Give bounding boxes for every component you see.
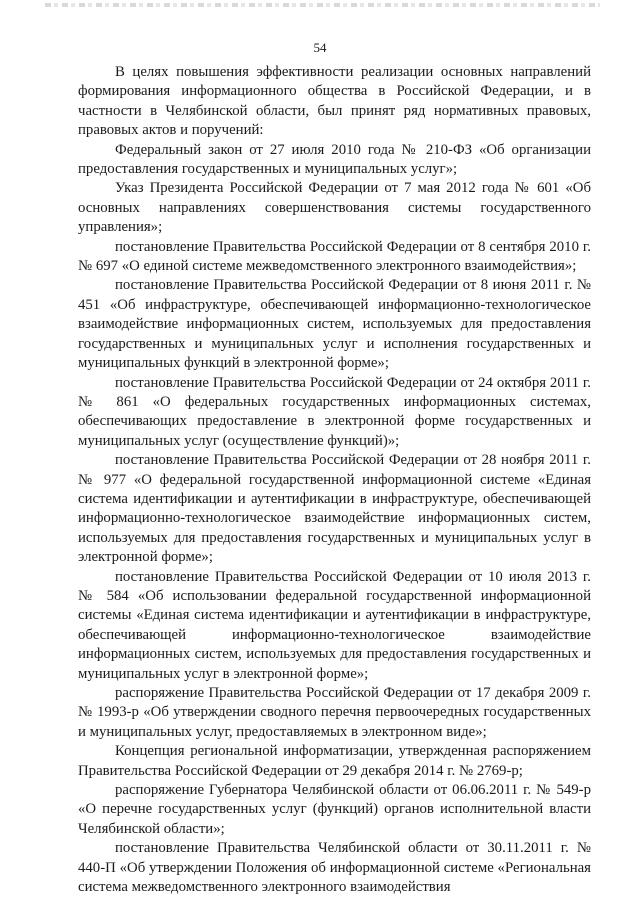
paragraph: Концепция региональной информатизации, утвержденная распоряжением Правительства Российской Федерации от 29 декабря 2014 г. № 2769-р; xyxy=(78,743,591,779)
paragraph: распоряжение Губернатора Челябинской области от 06.06.2011 г. № 549-р «О перечне государственных услуг (функций) органов исполнительной власти Челябинской области»; xyxy=(78,782,591,837)
paragraph: постановление Правительства Российской Федерации от 8 сентября 2010 г. № 697 «О единой системе межведомственного электронного взаимодействия»; xyxy=(78,238,591,275)
paragraph: постановление Правительства Челябинской области от 30.11.2011 г. № 440-П «Об утверждении Положения об информационной системе «Региональная система межведомственного электронного взаимодействия xyxy=(78,840,591,896)
paragraph: постановление Правительства Российской Федерации от 8 июня 2011 г. № 451 «Об инфраструктуре, обеспечивающей информационно-технологическое взаимодействие информационных систем, используемых для предоставления государственных и муниципальных услуг и исполнения государственных и муниципальных функций в электронной форме»; xyxy=(78,277,591,372)
paragraph: постановление Правительства Российской Федерации от 10 июля 2013 г. № 584 «Об использовании федеральной государственной информационной системы «Единая система идентификации и аутентификации в инфраструктуре, обеспечивающей информационно-технологическое взаимодействие информационных систем, используемых для предоставления государственных и муниципальных услуг в электронной форме»; xyxy=(78,568,591,682)
document-body xyxy=(78,63,591,899)
paragraph: Федеральный закон от 27 июля 2010 года № 210-ФЗ «Об организации предоставления государственных и муниципальных услуг»; xyxy=(78,141,591,178)
scan-artifact xyxy=(45,3,600,7)
paragraph: В целях повышения эффективности реализации основных направлений формирования информационного общества в Российской Федерации, и в частности в Челябинской области, был принят ряд нормативных правовых, правовых актов и поручений: xyxy=(78,64,591,139)
paragraph: постановление Правительства Российской Федерации от 24 октября 2011 г. № 861 «О федеральных государственных информационных системах, обеспечивающих предоставление в электронной форме государственных и муниципальных услуг (осуществление функций)»; xyxy=(78,374,591,449)
paragraph: распоряжение Правительства Российской Федерации от 17 декабря 2009 г. № 1993-р «Об утверждении сводного перечня первоочередных государственных и муниципальных услуг, предоставляемых в электронном виде»; xyxy=(78,685,591,740)
page-number: 54 xyxy=(313,40,327,55)
paragraph: постановление Правительства Российской Федерации от 28 ноября 2011 г. № 977 «О федеральной государственной информационной системе «Единая система идентификации и аутентификации в инфраструктуре, обеспечивающей информационно-технологическое взаимодействие информационных систем, используемых для предоставления государственных и муниципальных услуг в электронной форме»; xyxy=(78,452,591,566)
paragraph: Указ Президента Российской Федерации от 7 мая 2012 года № 601 «Об основных направлениях совершенствования системы государственного управления»; xyxy=(78,180,591,236)
